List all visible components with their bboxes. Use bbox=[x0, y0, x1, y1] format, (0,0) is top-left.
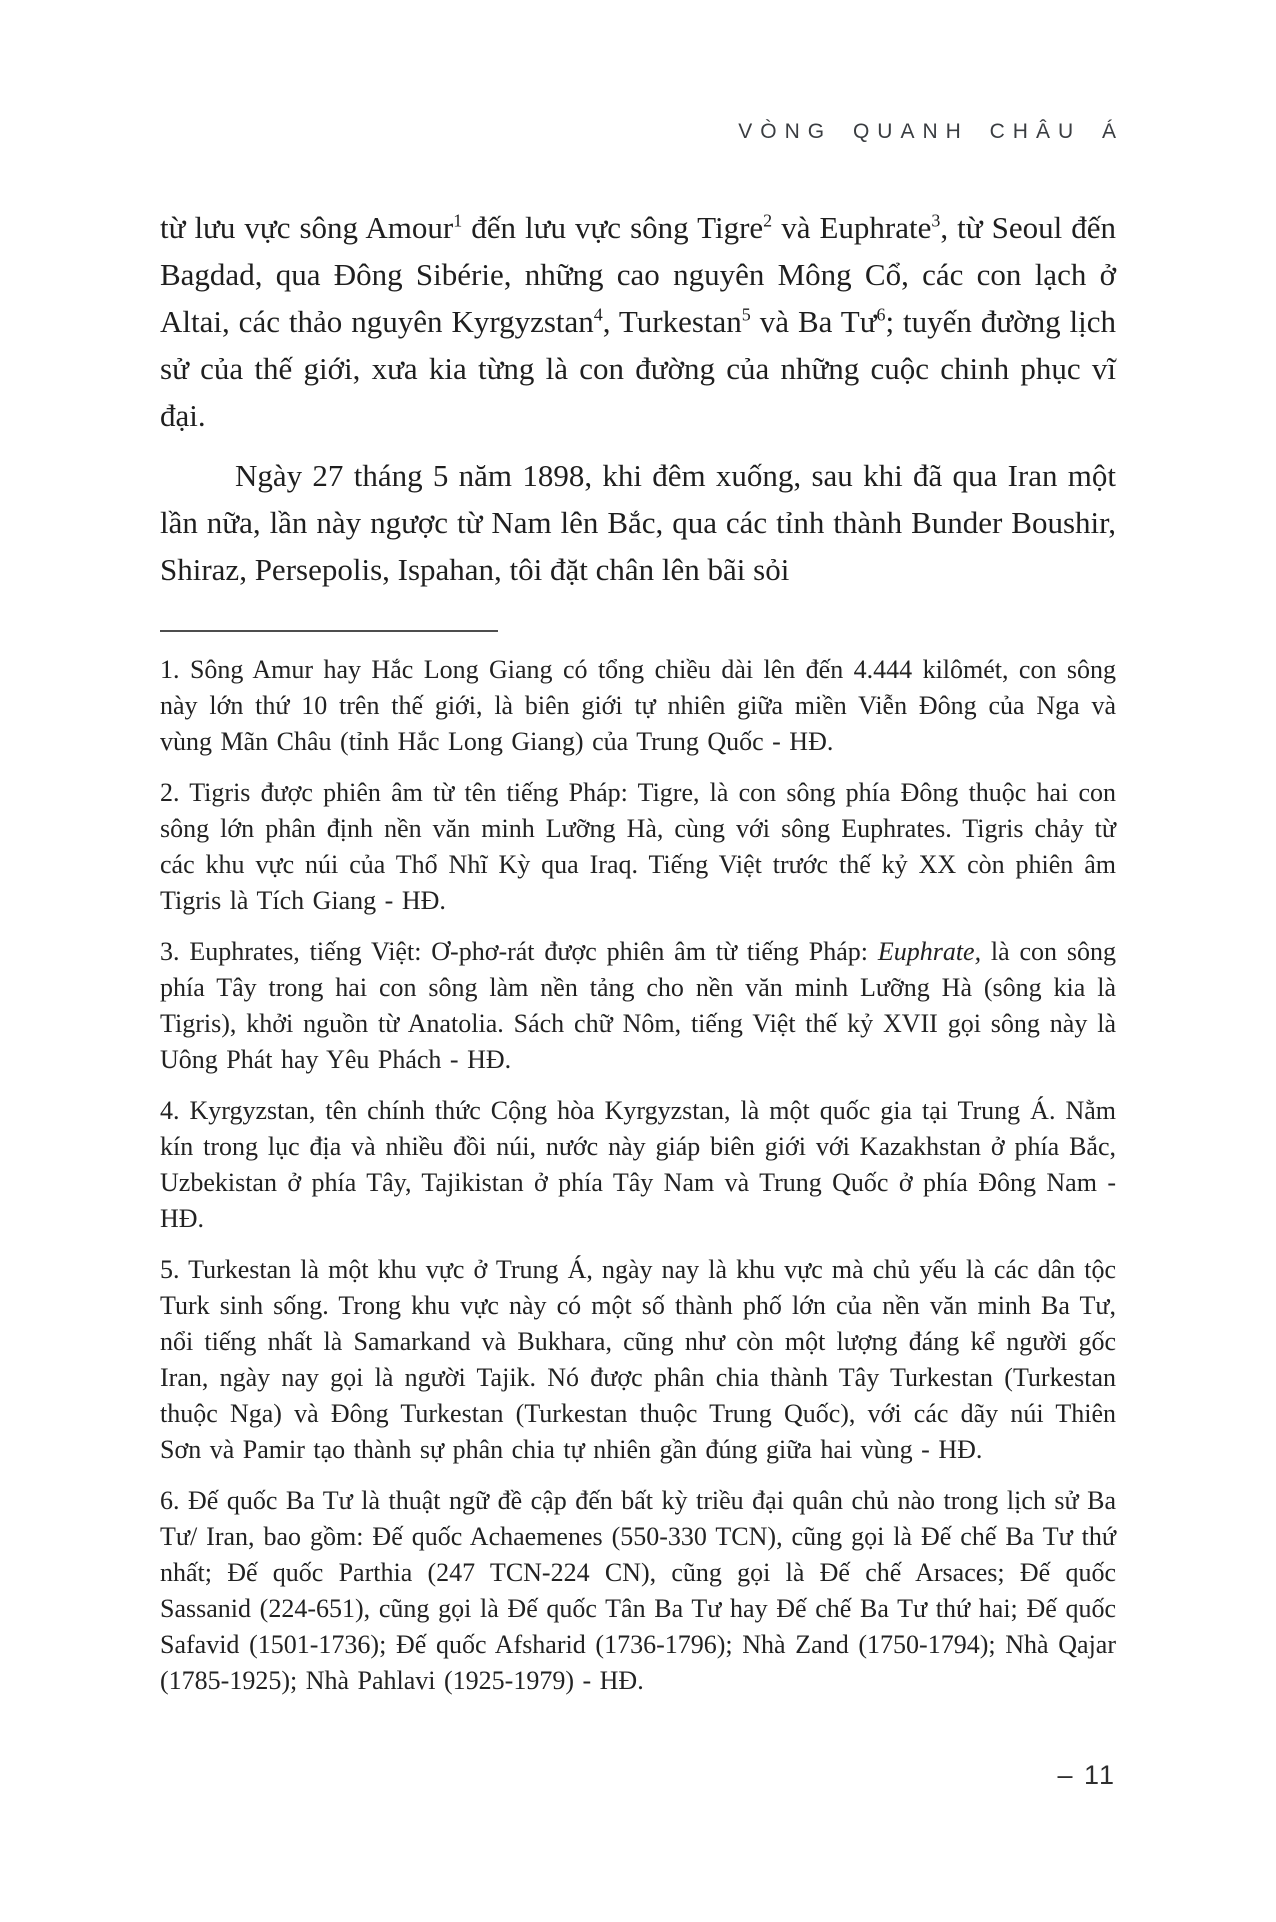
footnote-marker-3: 3. bbox=[160, 937, 180, 966]
text-run: là con sông phía Tây trong hai con sông làm nền tảng cho nền văn minh Lưỡng Hà (sông kia là Tigris), khởi nguồn từ Anatolia. Sách chữ Nôm, tiếng Việt thế kỷ XVII gọi sông này là Uông Phát hay Yêu Phách - HĐ. bbox=[160, 937, 1117, 1074]
text-run: Ngày 27 tháng 5 năm 1898, khi đêm xuống, sau khi đã qua Iran một lần nữa, lần này ngược từ Nam lên Bắc, qua các tỉnh thành Bunder Boushir, Shiraz, Persepolis, Ispahan, tôi đặt chân lên bãi sỏi bbox=[160, 458, 1116, 587]
body-paragraph-2 bbox=[160, 452, 1116, 593]
footnote-3 bbox=[160, 934, 1116, 1078]
footnote-4 bbox=[160, 1093, 1116, 1237]
footnote-1 bbox=[160, 652, 1116, 760]
text-run: Tigris được phiên âm từ tên tiếng Pháp: Tigre, là con sông phía Đông thuộc hai con sông lớn phân định nền văn minh Lưỡng Hà, cùng với sông Euphrates. Tigris chảy từ các khu vực núi của Thổ Nhĩ Kỳ qua Iraq. Tiếng Việt trước thế kỷ XX còn phiên âm Tigris là Tích Giang - HĐ. bbox=[160, 778, 1116, 915]
running-header-title: VÒNG QUANH CHÂU Á bbox=[738, 120, 1124, 143]
footnote-ref-3: 3 bbox=[931, 210, 941, 231]
text-run: từ lưu vực sông Amour bbox=[160, 210, 454, 245]
text-run: Euphrates, tiếng Việt: Ơ-phơ-rát được phiên âm từ tiếng Pháp: bbox=[189, 937, 878, 966]
footnote-ref-5: 5 bbox=[741, 304, 751, 325]
footnote-ref-6: 6 bbox=[876, 304, 886, 325]
footnote-marker-2: 2. bbox=[160, 778, 180, 807]
text-run: ; tuyến đường lịch sử của thế giới, xưa kia từng là con đường của những cuộc chinh phục vĩ đại. bbox=[160, 304, 1117, 433]
footnote-ref-4: 4 bbox=[593, 304, 603, 325]
footnote-5 bbox=[160, 1252, 1116, 1468]
footnote-ref-2: 2 bbox=[763, 210, 773, 231]
page-footer bbox=[160, 1760, 1116, 1791]
text-run: Kyrgyzstan, tên chính thức Cộng hòa Kyrgyzstan, là một quốc gia tại Trung Á. Nằm kín trong lục địa và nhiều đồi núi, nước này giáp biên giới với Kazakhstan ở phía Bắc, Uzbekistan ở phía Tây, Tajikistan ở phía Tây Nam và Trung Quốc ở phía Đông Nam - HĐ. bbox=[160, 1096, 1116, 1233]
italic-text: Euphrate, bbox=[877, 937, 982, 966]
text-run: , Turkestan bbox=[602, 304, 742, 339]
text-run: Đế quốc Ba Tư là thuật ngữ đề cập đến bất kỳ triều đại quân chủ nào trong lịch sử Ba Tư/ Iran, bao gồm: Đế quốc Achaemenes (550-330 TCN), cũng gọi là Đế chế Ba Tư thứ nhất; Đế quốc Parthia (247 TCN-224 CN), cũng gọi là Đế chế Arsaces; Đế quốc Sassanid (224-651), cũng gọi là Đế quốc Tân Ba Tư hay Đế chế Ba Tư thứ hai; Đế quốc Safavid (1501-1736); Đế quốc Afsharid (1736-1796); Nhà Zand (1750-1794); Nhà Qajar (1785-1925); Nhà Pahlavi (1925-1979) - HĐ. bbox=[160, 1486, 1116, 1695]
page-number: – 11 bbox=[1057, 1760, 1116, 1790]
body-text bbox=[160, 204, 1116, 593]
text-run: và Ba Tư bbox=[750, 304, 877, 339]
footnote-6 bbox=[160, 1483, 1116, 1699]
running-header bbox=[160, 120, 1124, 144]
footnote-2 bbox=[160, 775, 1116, 919]
footnote-marker-1: 1. bbox=[160, 655, 180, 684]
text-run: đến lưu vực sông Tigre bbox=[462, 210, 764, 245]
text-run: và Euphrate bbox=[772, 210, 932, 245]
footnotes-section bbox=[160, 652, 1116, 1699]
footnote-marker-5: 5. bbox=[160, 1255, 180, 1284]
text-run: Turkestan là một khu vực ở Trung Á, ngày nay là khu vực mà chủ yếu là các dân tộc Turk sinh sống. Trong khu vực này có một số thành phố lớn của nền văn minh Ba Tư, nổi tiếng nhất là Samarkand và Bukhara, cũng như còn một lượng đáng kể người gốc Iran, ngày nay gọi là người Tajik. Nó được phân chia thành Tây Turkestan (Turkestan thuộc Nga) và Đông Turkestan (Turkestan thuộc Trung Quốc), với các dãy núi Thiên Sơn và Pamir tạo thành sự phân chia tự nhiên gần đúng giữa hai vùng - HĐ. bbox=[160, 1255, 1116, 1464]
body-paragraph-1 bbox=[160, 204, 1116, 439]
footnote-marker-6: 6. bbox=[160, 1486, 180, 1515]
footnote-separator bbox=[160, 630, 498, 632]
text-run: , từ Seoul đến Bagdad, qua Đông Sibérie, những cao nguyên Mông Cổ, các con lạch ở Altai, các thảo nguyên Kyrgyzstan bbox=[160, 210, 1117, 339]
text-run: Sông Amur hay Hắc Long Giang có tổng chiều dài lên đến 4.444 kilômét, con sông này lớn thứ 10 trên thế giới, là biên giới tự nhiên giữa miền Viễn Đông của Nga và vùng Mãn Châu (tỉnh Hắc Long Giang) của Trung Quốc - HĐ. bbox=[160, 655, 1117, 756]
footnote-marker-4: 4. bbox=[160, 1096, 180, 1125]
footnote-ref-1: 1 bbox=[453, 210, 463, 231]
